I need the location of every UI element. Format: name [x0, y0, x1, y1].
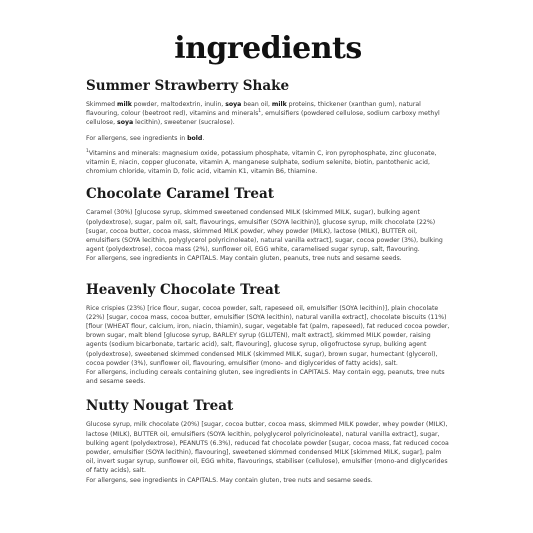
page-title: ingredients [174, 31, 362, 66]
ingredients-text: Skimmed milk powder, maltodextrin, inulin, soya bean oil, milk proteins, thickener (xanthan gum), natural flavouring, colour (beetroot red), vitamins and minerals$^1$, emulsifiers (powdered cellulose, sodium carboxy methyl cellulose, soya lecithin), sweetener (sucralose). [86, 101, 440, 127]
product-name: Nutty Nougat Treat [86, 398, 234, 415]
allergen-note: For allergens, see ingredients in CAPITALS. May contain gluten, tree nuts and sesame seeds. [86, 476, 373, 484]
allergen-note: For allergens, see ingredients in CAPITALS. May contain gluten, peanuts, tree nuts and sesame seeds. [86, 255, 402, 263]
product-name: Heavenly Chocolate Treat [86, 281, 280, 298]
product-summer-strawberry-shake [86, 78, 450, 176]
allergen-note: For allergens, see ingredients in bold. [86, 134, 205, 142]
ingredients-text: Rice crispies (23%) [rice flour, sugar, cocoa powder, salt, rapeseed oil, emulsifier (SOYA lecithin)], plain chocolate (22%) [sugar, cocoa mass, cocoa butter, emulsifier (SOYA lecithin), natural vanilla extract], chocolate biscuits (11%) [flour (WHEAT flour, calcium, iron, niacin, thiamin), sugar, vegetable fat (palm, rapeseed), fat reduced cocoa powder, brown sugar, malt blend [glucose syrup, BARLEY syrup (GLUTEN), malt extract], skimmed MILK powder, raising agents (sodium bicarbonate, tartaric acid), salt, flavouring], glucose syrup, oligofructose syrup, bulking agent (polydextrose), sweetened skimmed condensed MILK (skimmed MILK, sugar), brown sugar, humectant (glycerol), cocoa powder (3%), sunflower oil, flavouring, emulsifier (mono- and diglycerides of fatty acids), salt. [86, 304, 450, 367]
ingredients-text: Caramel (30%) [glucose syrup, skimmed sweetened condensed MILK (skimmed MILK, sugar), bulking agent (polydextrose), sugar, palm oil, salt, flavourings, emulsifier (SOYA lecithin)], glucose syrup, milk chocolate (22%) [sugar, cocoa butter, cocoa mass, skimmed MILK powder, whey powder (MILK), lactose (MILK), BUTTER oil, emulsifiers (SOYA lecithin, polyglycerol polyricinoleate), natural vanilla extract], sugar, cocoa powder (3%), bulking agent (polydextrose), cocoa mass (2%), sunflower oil, EGG white, caramelised sugar syrup, salt, flavouring. [86, 209, 443, 254]
product-name: Chocolate Caramel Treat [86, 186, 274, 203]
ingredients-text: Glucose syrup, milk chocolate (20%) [sugar, cocoa butter, cocoa mass, skimmed MILK powder, whey powder (MILK), lactose (MILK), BUTTER oil, emulsifiers (SOYA lecithin, polyglycerol polyricinoleate), natural vanilla extract], sugar, bulking agent (polydextrose), PEANUTS (6.3%), reduced fat chocolate powder [sugar, cocoa mass, fat reduced cocoa powder, emulsifier (SOYA lecithin), flavouring], sweetened skimmed condensed MILK [skimmed MILK, sugar], palm oil, invert sugar syrup, sunflower oil, EGG white, flavourings, stabiliser (cellulose), emulsifier (mono-and diglycerides of fatty acids), salt. [86, 421, 449, 475]
vitamins-footnote: $^1$Vitamins and minerals: magnesium oxide, potassium phosphate, vitamin C, iron pyrophosphate, zinc gluconate, vitamin E, niacin, copper gluconate, vitamin A, manganese sulphate, sodium selenite, biotin, pantothenic acid, chromium chloride, vitamin D, folic acid, vitamin K1, vitamin B6, thiamine. [86, 148, 437, 176]
ingredients-page [86, 28, 450, 485]
allergen-note: For allergens, including cereals containing gluten, see ingredients in CAPITALS. May contain egg, peanuts, tree nuts and sesame seeds. [86, 369, 445, 386]
product-name: Summer Strawberry Shake [86, 78, 290, 94]
product-nutty-nougat-treat [86, 398, 450, 484]
product-chocolate-caramel-treat [86, 186, 450, 263]
product-heavenly-chocolate-treat [86, 282, 450, 387]
